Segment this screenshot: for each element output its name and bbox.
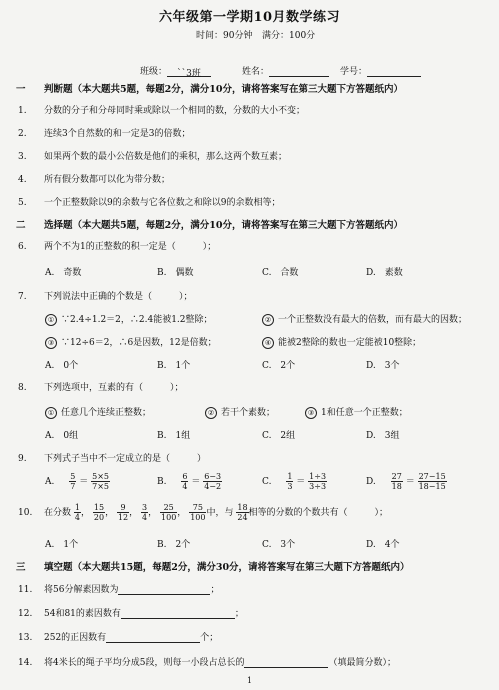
fraction [93,503,105,522]
numerator: 6 [182,472,188,481]
fraction [181,472,188,491]
fraction [91,472,110,491]
question-number: 10. [18,508,33,518]
circle-marker: ① [45,407,57,419]
fraction [418,472,447,491]
option-a: A. 0个 [45,361,79,371]
circle-marker: ① [45,314,57,326]
question-12 [18,606,244,619]
name-label: 姓名： [242,67,270,77]
numerator: 75 [189,503,206,513]
section-title: 判断题（本大题共5题，每题2分，满分10分，请将答案写在第三大题下方答题纸内） [44,84,403,95]
question-text: 54和81的素因数有 [44,609,121,619]
question-13 [18,630,218,643]
option-letter: D. [366,477,376,487]
option-a: A. 奇数 [45,268,82,278]
option-letter: C. [262,477,272,487]
question-text: 两个不为1的正整数的积一定是（ ）； [44,242,217,252]
option-d: D. 3个 [366,361,400,371]
question-text: 连续3个自然数的和一定是3的倍数； [44,129,191,139]
numerator: 3 [142,503,148,512]
fraction [308,472,327,491]
option-a: A. 0组 [45,431,79,441]
question-1 [18,103,305,116]
option-c: C. 2组 [262,431,296,441]
class-value: ``3班 [167,66,211,77]
fraction [160,503,177,522]
question-number: 11. [18,585,33,595]
name-blank [269,66,329,77]
numerator: 18 [237,503,248,512]
question-number: 2. [18,129,27,139]
question-number: 1. [18,106,27,116]
numerator: 15 [93,503,105,512]
denominator: 4 [142,513,148,522]
circle-marker: ② [262,314,274,326]
section-number: 一 [16,84,26,95]
denominator: 3÷3 [309,482,327,491]
numerator: 5 [70,472,76,481]
denominator: 7×5 [92,482,109,491]
question-text: 分数的分子和分母同时乘或除以一个相同的数，分数的大小不变； [44,106,306,116]
score-info: 满分：100分 [262,31,316,41]
answer-blank [244,657,328,668]
section-judgement [16,81,403,95]
question-end: （填最简分数）； [328,658,396,668]
question-3 [18,149,287,162]
option-b: B. 1个 [157,361,191,371]
denominator: 100 [190,513,206,522]
separator: ， [148,508,158,518]
denominator: 18 [391,482,402,491]
question-text: 在分数 [44,508,72,518]
equals-sign: ＝ [296,477,306,487]
question-4 [18,172,170,185]
numerator: 25 [160,503,177,513]
statement-3 [45,335,217,349]
fraction [203,472,222,491]
statement-text: ∵12÷6＝2，∴6是因数，12是倍数； [61,338,217,348]
separator: ， [80,508,90,518]
question-7 [18,289,193,302]
fraction [117,503,129,522]
circle-marker: ④ [262,337,274,349]
answer-blank [121,608,235,619]
option-a: A. 1个 [45,540,79,550]
circle-marker: ③ [305,407,317,419]
statement-text: 若干个素数； [221,408,276,418]
option-d [366,472,447,491]
equals-sign: ＝ [191,477,201,487]
page-title: 六年级第一学期10月数学练习 [158,10,341,25]
fraction [69,472,76,491]
numerator: 1÷3 [309,472,327,481]
circle-marker: ② [205,407,217,419]
question-10 [18,503,388,522]
fraction [189,503,206,522]
page-number: 1 [246,676,253,685]
option-a [45,472,110,491]
question-end: ； [210,585,220,595]
statement-3 [305,405,408,419]
denominator: 7 [70,482,76,491]
question-2 [18,126,190,139]
number-blank [367,66,421,77]
option-letter: A. [45,477,55,487]
denominator: 100 [161,513,177,522]
circle-marker: ③ [45,337,57,349]
section-title: 填空题（本大题共15题，每题2分，满分30分，请将答案写在第三大题下方答题纸内） [44,562,410,573]
equals-sign: ＝ [79,477,89,487]
numerator: 5×5 [92,472,109,481]
question-6 [18,239,216,252]
separator: ， [105,508,115,518]
section-multiple-choice [16,217,403,231]
section-number: 二 [16,220,26,231]
question-text: 下列式子当中不一定成立的是（ ） [44,454,207,464]
question-end: ； [234,609,244,619]
section-title: 选择题（本大题共5题，每题2分，满分10分，请将答案写在第三大题下方答题纸内） [44,220,403,231]
separator: ， [177,508,187,518]
question-text: 如果两个数的最小公倍数是他们的乘积，那么这两个数互素； [44,152,288,162]
separator: ， [129,508,139,518]
question-text: 下列选项中，互素的有（ ）； [44,383,184,393]
option-d: D. 素数 [366,268,403,278]
question-number: 4. [18,175,27,185]
option-d: D. 4个 [366,540,400,550]
question-5 [18,195,280,208]
question-number: 6. [18,242,27,252]
numerator: 27−15 [418,472,446,481]
question-number: 7. [18,292,27,302]
question-text: 将56分解素因数为 [44,585,119,595]
section-number: 三 [16,562,26,573]
question-number: 9. [18,454,27,464]
statement-1 [45,312,213,326]
fraction [74,503,81,522]
statement-2 [262,312,467,326]
question-11 [18,582,219,595]
question-text: 下列说法中正确的个数是（ ）； [44,292,193,302]
statement-text: ∵2.4÷1.2＝2，∴2.4能被1.2整除； [61,315,213,325]
equals-sign: ＝ [405,477,415,487]
question-9 [18,451,206,464]
denominator: 18−15 [418,482,446,491]
question-number: 13. [18,633,33,643]
option-c: C. 3个 [262,540,296,550]
time-info: 时间：90分钟 [196,31,253,41]
question-end: 个； [200,633,219,643]
option-letter: B. [157,477,167,487]
option-b: B. 2个 [157,540,191,550]
numerator: 1 [74,503,80,512]
question-text: 252的正因数有 [44,633,107,643]
number-label: 学号： [340,67,368,77]
question-14 [18,655,396,668]
question-number: 14. [18,658,33,668]
class-field [140,64,211,77]
denominator: 3 [287,482,293,491]
denominator: 12 [117,513,129,522]
statement-1 [45,405,151,419]
option-d: D. 3组 [366,431,400,441]
option-c [262,472,327,491]
statement-text: 一个正整数没有最大的倍数，而有最大的因数； [278,315,468,325]
question-number: 5. [18,198,27,208]
option-b: B. 1组 [157,431,191,441]
numerator: 27 [391,472,402,481]
option-c: C. 2个 [262,361,296,371]
fraction [391,472,403,491]
option-c: C. 合数 [262,268,299,278]
question-text: 相等的分数的个数共有（ ）； [248,508,389,518]
question-number: 8. [18,383,27,393]
question-text: 将4米长的绳子平均分成5段，则每一小段占总长的 [44,658,245,668]
question-text: 一个正整数除以9的余数与它各位数之和除以9的余数相等； [44,198,281,208]
statement-2 [205,405,275,419]
option-b [157,472,222,491]
fraction [286,472,293,491]
answer-blank [106,632,200,643]
denominator: 4 [74,513,80,522]
denominator: 4−2 [204,482,222,491]
question-number: 3. [18,152,27,162]
question-text: 所有假分数都可以化为带分数； [44,175,171,185]
statement-text: 能被2整除的数也一定能被10整除； [278,338,422,348]
numerator: 6−3 [204,472,222,481]
numerator: 9 [117,503,129,513]
target-fraction [236,503,248,522]
numerator: 1 [287,472,293,481]
number-field [340,64,421,77]
denominator: 24 [237,513,248,522]
answer-blank [118,584,210,595]
denominator: 4 [182,482,188,491]
statement-text: 1和任意一个正整数； [321,408,408,418]
statement-text: 任意几个连续正整数； [61,408,152,418]
question-text: 中，与 [206,508,234,518]
question-number: 12. [18,609,33,619]
statement-4 [262,335,421,349]
class-label: 班级： [140,67,168,77]
option-b: B. 偶数 [157,268,194,278]
name-field [242,64,329,77]
denominator: 20 [93,513,105,522]
question-8 [18,380,184,393]
section-fill-in [16,559,410,573]
